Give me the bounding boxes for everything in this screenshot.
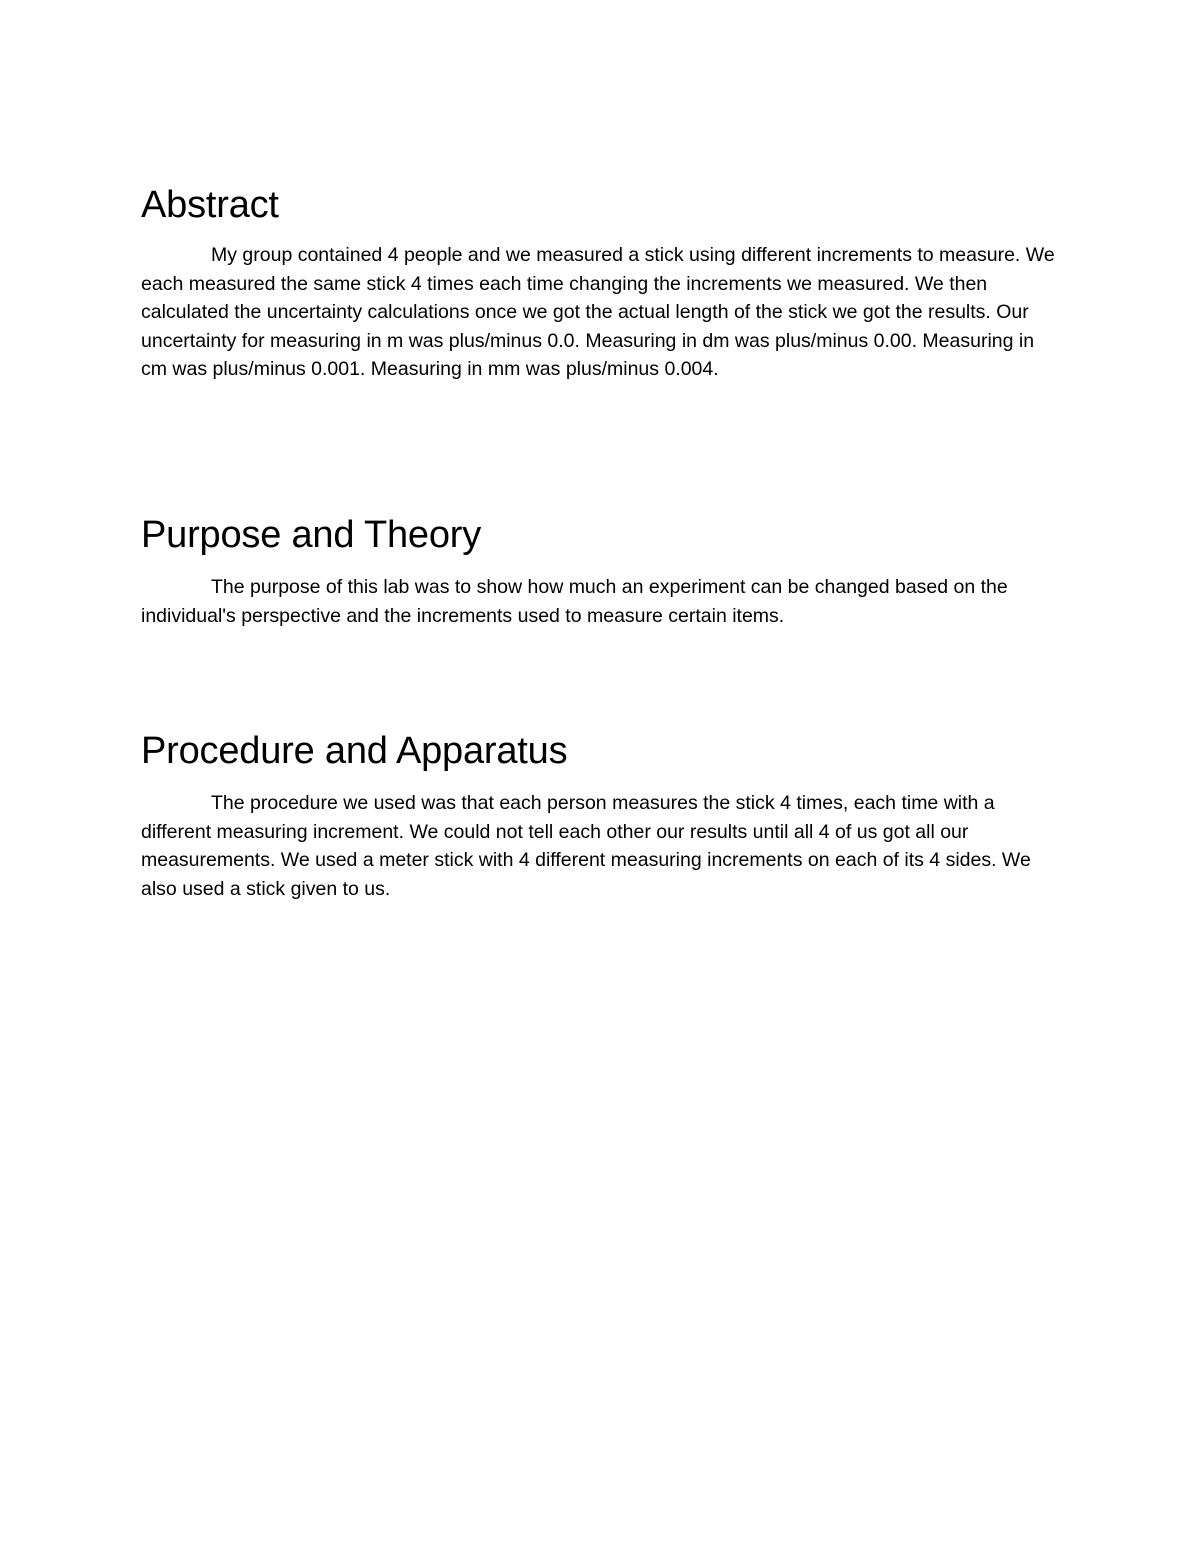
section-body-procedure-apparatus: The procedure we used was that each person measures the stick 4 times, each time with a different measuring increment. We could not tell each other our results until all 4 of us got all our measurements. We used a meter stick with 4 different measuring increments on each of its 4 sides. We also used a stick given to us. — [141, 792, 1031, 900]
section-body-abstract: My group contained 4 people and we measured a stick using different increments to measure. We each measured the same stick 4 times each time changing the increments we measured. We then calculated the uncertainty calculations once we got the actual length of the stick we got the results. Our uncertainty for measuring in m was plus/minus 0.0. Measuring in dm was plus/minus 0.00. Measuring in cm was plus/minus 0.001. Measuring in mm was plus/minus 0.004. — [141, 244, 1055, 381]
section-heading-abstract: Abstract — [141, 184, 279, 226]
section-body-purpose-theory: The purpose of this lab was to show how much an experiment can be changed based on the individual's perspective and the increments used to measure certain items. — [141, 576, 1008, 627]
procedure-apparatus-section — [141, 729, 1063, 903]
section-heading-procedure-apparatus: Procedure and Apparatus — [141, 730, 568, 772]
purpose-theory-section — [141, 513, 1063, 630]
abstract-section — [141, 183, 1063, 384]
section-heading-purpose-theory: Purpose and Theory — [141, 514, 482, 556]
